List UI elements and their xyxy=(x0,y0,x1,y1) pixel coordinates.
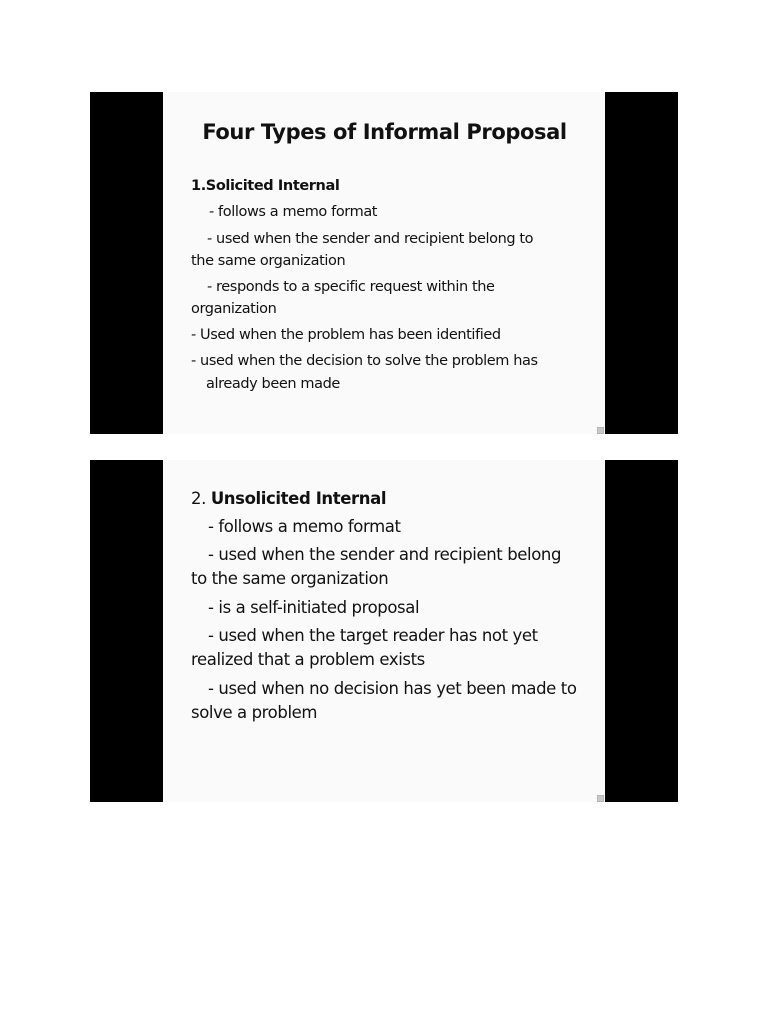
slide-1-line-1: - follows a memo format xyxy=(209,204,378,220)
slide-1-title: Four Types of Informal Proposal xyxy=(202,120,567,144)
slide-2 xyxy=(90,460,678,802)
slide-1-heading: 1.Solicited Internal xyxy=(191,178,340,194)
slide-2-line-6: realized that a problem exists xyxy=(191,650,425,669)
slide-2-line-5: - used when the target reader has not yet xyxy=(208,626,538,645)
slide-2-left-bar xyxy=(90,460,163,802)
slide-2-line-1: - follows a memo format xyxy=(208,517,401,536)
slide-1-left-bar xyxy=(90,92,163,434)
slide-2-line-4: - is a self-initiated proposal xyxy=(208,598,420,617)
slide-2-heading-text: Unsolicited Internal xyxy=(210,489,387,508)
slide-2-line-2: - used when the sender and recipient belong xyxy=(208,545,562,564)
slide-1-right-bar xyxy=(605,92,678,434)
slide-1-line-7: - used when the decision to solve the problem has xyxy=(191,353,538,369)
slide-1-line-6: - Used when the problem has been identified xyxy=(191,327,501,343)
slide-1-line-5: organization xyxy=(191,301,277,317)
slide-2-line-3: to the same organization xyxy=(191,569,389,588)
slide-1-line-4: - responds to a specific request within the xyxy=(207,279,495,295)
slide-2-corner-marker xyxy=(597,795,604,802)
slide-1-line-3: the same organization xyxy=(191,253,346,269)
slide-1-corner-marker xyxy=(597,427,604,434)
slide-2-heading xyxy=(191,489,386,508)
slide-1 xyxy=(90,92,678,434)
slide-1-line-8: already been made xyxy=(206,376,340,392)
slide-1-line-2: - used when the sender and recipient belong to xyxy=(207,231,534,247)
slide-2-line-8: solve a problem xyxy=(191,703,318,722)
slide-2-right-bar xyxy=(605,460,678,802)
slide-2-heading-number: 2. xyxy=(191,489,206,508)
slide-2-line-7: - used when no decision has yet been made to xyxy=(208,679,577,698)
